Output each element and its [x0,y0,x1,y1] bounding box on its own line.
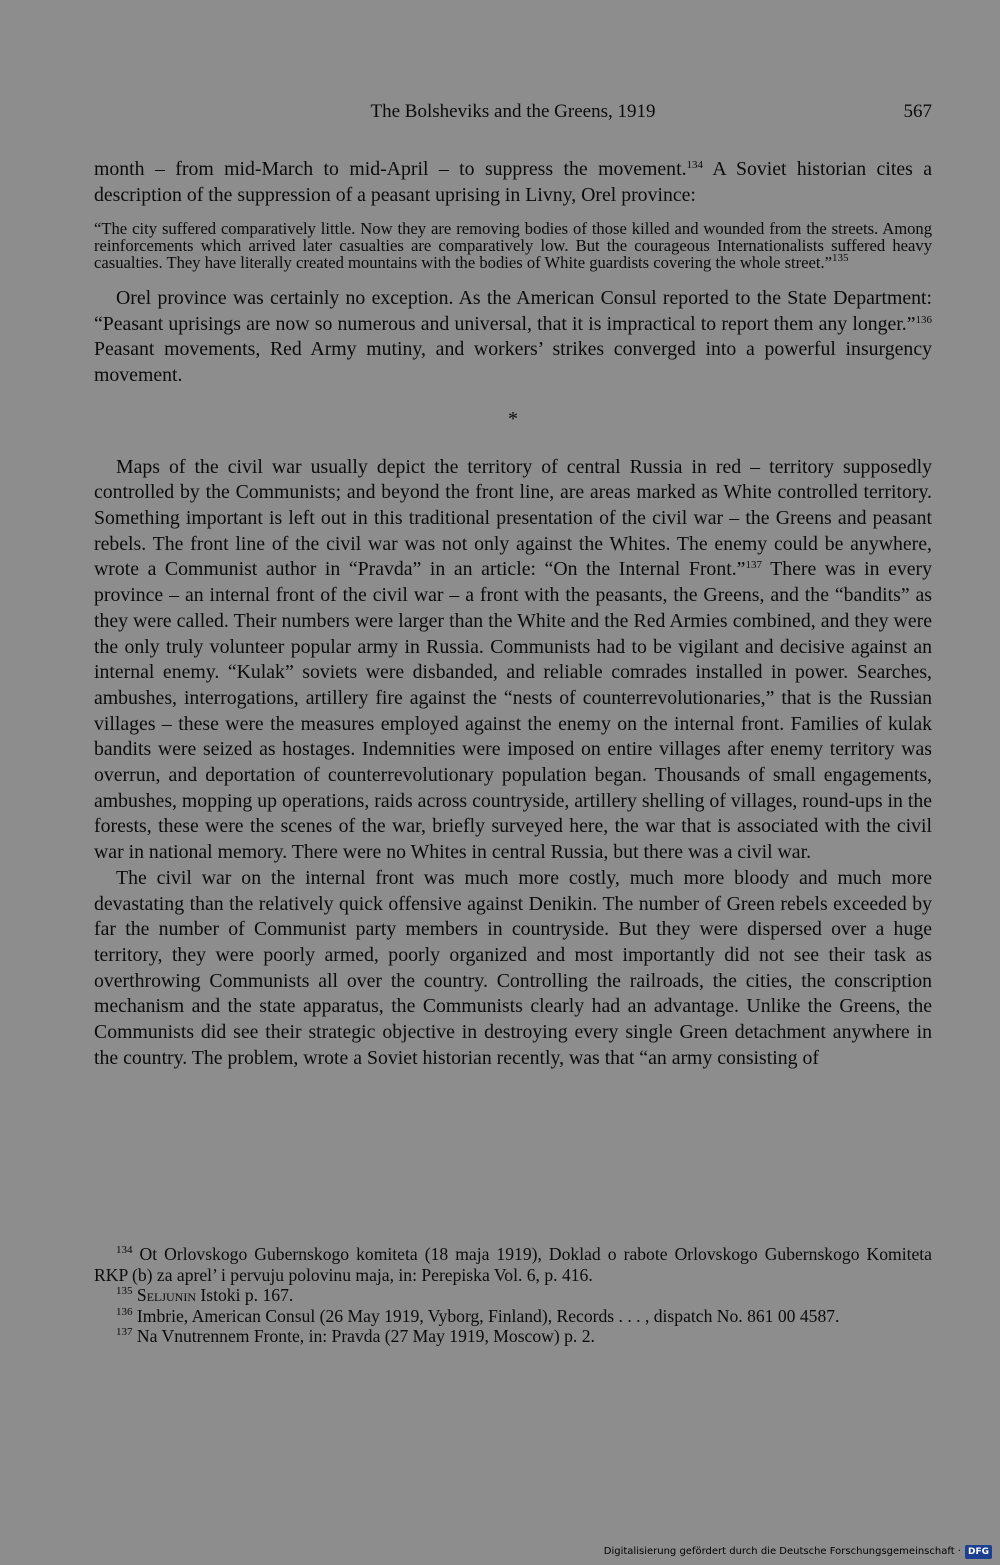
page-number: 567 [903,101,932,122]
running-header [94,101,932,131]
footnote-ref-137: 137 [745,559,762,572]
dfg-logo-icon: DFG [965,1545,992,1559]
main-text [94,157,932,1071]
paragraph-2: Orel province was certainly no exception. As the American Consul reported to the State Department: “Peasant uprisings are now so numerous and universal, that it is impractical to report them any longer.”$^{136}$ Peasant movements, Red Army mutiny, and workers’ strikes converged into a powerful insurgency movement. [94,286,932,386]
footnote-ref-134: 134 [686,159,704,171]
paragraph-1: month – from mid-March to mid-April – to suppress the movement.$^{134}$ A Soviet historian cites a description of the suppression of a peasant uprising in Livny, Orel province: [94,158,932,206]
footnote-137: $^{137}$ Na Vnutrennem Fronte, in: Pravda (27 May 1919, Moscow) p. 2. [116,1326,595,1347]
footnote-136: $^{136}$ Imbrie, American Consul (26 May 1919, Vyborg, Finland), Records . . . , dispatch No. 861 00 4587. [116,1305,840,1326]
block-quote: “The city suffered comparatively little. Now they are removing bodies of those killed and wounded from the streets. Among reinforcements which arrived later casualties are comparatively low. But the courageous Internationalists suffered heavy casualties. They have literally created mountains with the bodies of White guardists covering the whole street.”$^{135}$ [94,219,932,272]
footnote-ref-135: 135 [832,252,849,264]
funding-notice [604,1545,992,1559]
author-small-caps: Seljunin [136,1285,197,1306]
footnote-134: $^{134}$ Ot Orlovskogo Gubernskogo komiteta (18 maja 1919), Doklad o rabote Orlovskogo Gubernskogo Komiteta RKP (b) za aprel’ i pervuju polovinu maja, in: Perepiska Vol. 6, p. 416. [94,1244,932,1285]
paragraph-3: Maps of the civil war usually depict the territory of central Russia in red – territory supposedly controlled by the Communists; and beyond the front line, are areas marked as White controlled territory. Something important is left out in this traditional presentation of the civil war – the Greens and peasant rebels. The front line of the civil war was not only against the Whites. The enemy could be anywhere, wrote a Communist author in “Pravda” in an article: “On the Internal Front.”$^{137}$ There was in every province – an internal front of the civil war – a front with the peasants, the Greens, and the “bandits” as they were called. Their numbers were larger than the White and the Red Armies combined, and they were the only truly volunteer popular army in Russia. Communists had to be vigilant and decisive against an internal enemy. “Kulak” soviets were disbanded, and reliable comrades installed in power. Searches, ambushes, interrogations, artillery fire against the “nests of counterrevolutionaries,” that is the Russian villages – these were the measures employed against the enemy on the internal front. Families of kulak bandits were seized as hostages. Indemnities were imposed on entire villages after enemy territory was overrun, and deportation of counterrevolutionary population began. Thousands of small engagements, ambushes, mopping up operations, raids across countryside, artillery shelling of villages, round-ups in the forests, these were the scenes of the war, briefly surveyed here, the war that is associated with the civil war in national memory. There were no Whites in central Russia, but there was a civil war. [94,455,933,864]
funding-notice-text: Digitalisierung gefördert durch die Deutsche Forschungsgemeinschaft · [603,1546,961,1557]
section-separator: * [508,407,518,430]
footnote-135: $^{135}$ Seljunin Istoki p. 167. [116,1285,294,1306]
running-title: The Bolsheviks and the Greens, 1919 [370,101,656,122]
paragraph-4: The civil war on the internal front was much more costly, much more bloody and much more devastating than the relatively quick offensive against Denikin. The number of Green rebels exceeded by far the number of Communist party members in countryside. But they were dispersed over a huge territory, they were poorly armed, poorly organized and most importantly did not see their task as overthrowing Communists all over the country. Controlling the railroads, the cities, the conscription mechanism and the state apparatus, the Communists clearly had an advantage. Unlike the Greens, the Communists did see their strategic objective in destroying every single Green detachment anywhere in the country. The problem, wrote a Soviet historian recently, was that “an army consisting of [94,866,932,1069]
footnote-ref-136: 136 [915,313,932,326]
footnotes [94,1244,932,1347]
